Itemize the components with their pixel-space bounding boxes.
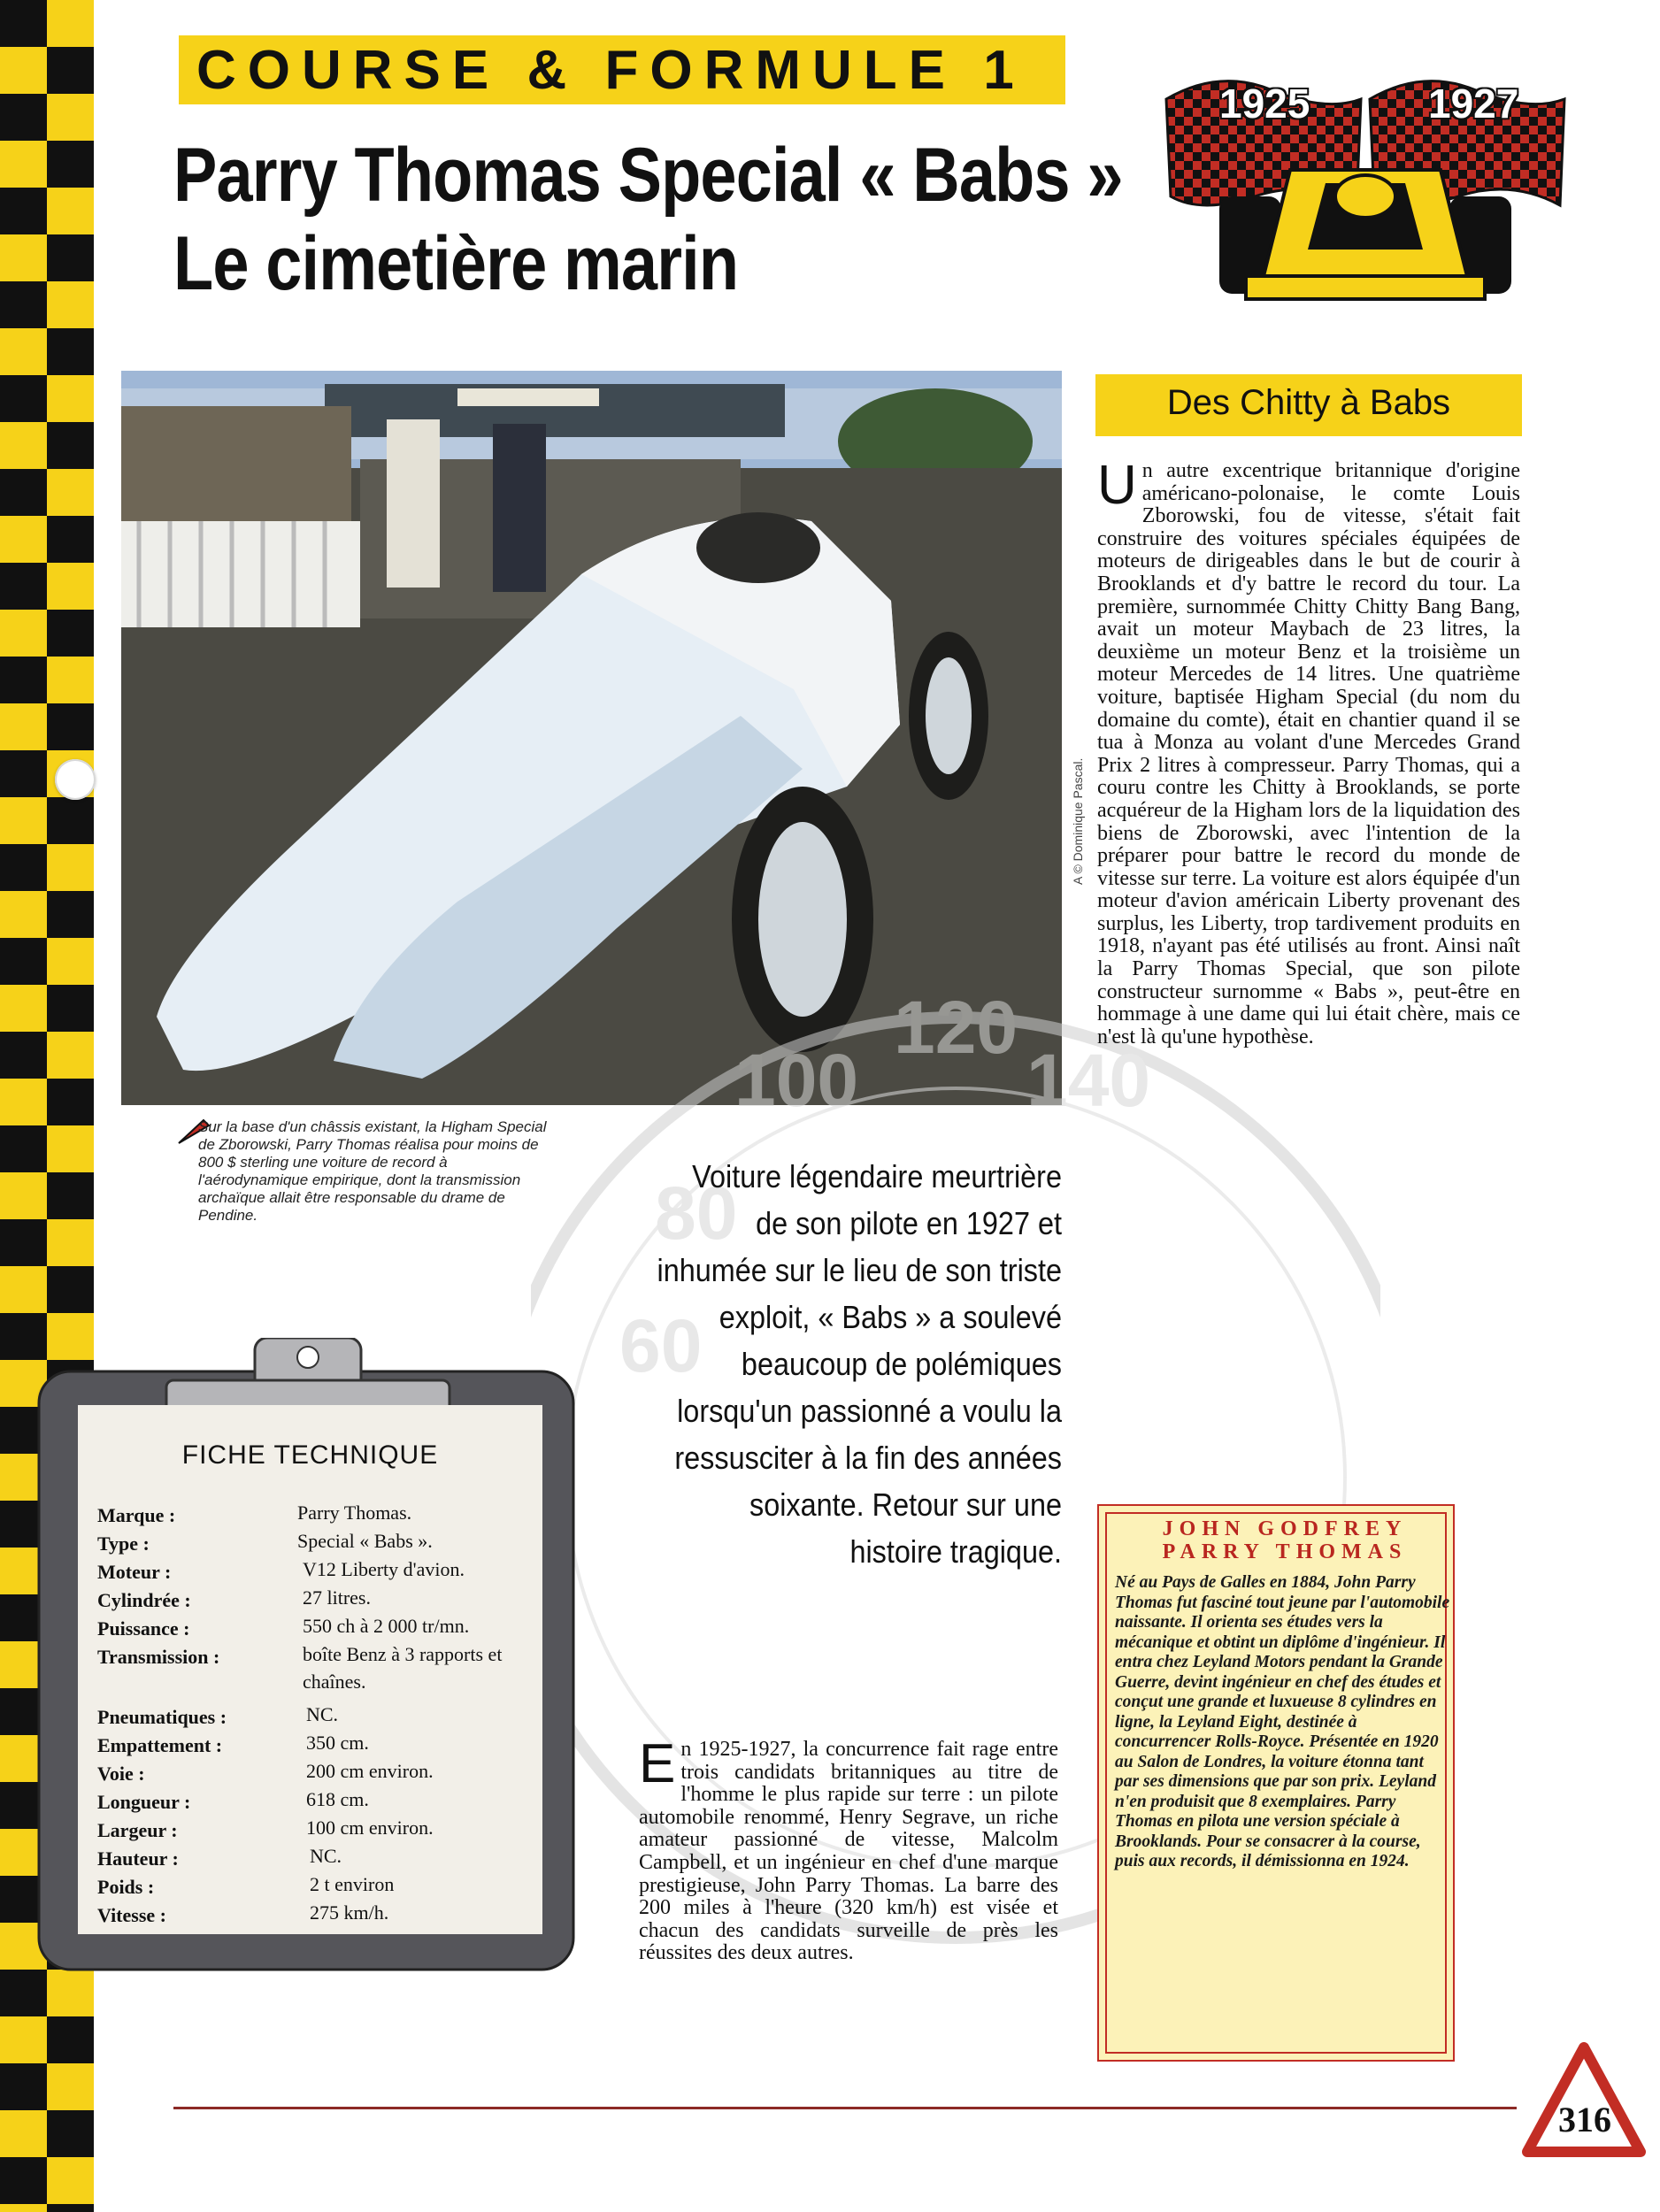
spec-value: 275 km/h. <box>310 1901 389 1924</box>
spec-value: NC. <box>310 1845 342 1867</box>
spec-label: Marque : <box>97 1504 176 1526</box>
photo-caption: Sur la base d'un châssis existant, la Higham Special de Zborowski, Parry Thomas réalisa pour moins de 800 $ sterling une voiture de record à l'aérodynamique empirique, dont la transmission archaïque allait être responsable du drame de Pendine. <box>198 1118 547 1224</box>
dropcap: E <box>639 1733 676 1794</box>
logo-year-end: 1927 <box>1428 81 1519 127</box>
spec-value: V12 Liberty d'avion. <box>303 1558 465 1580</box>
spec-label: Cylindrée : <box>97 1589 191 1611</box>
svg-text:140: 140 <box>1026 1039 1151 1122</box>
photo-credit: A © Dominique Pascal. <box>1071 757 1085 885</box>
spec-label: Empattement : <box>97 1734 223 1756</box>
svg-text:60: 60 <box>619 1304 703 1387</box>
binder-hole <box>55 759 96 800</box>
biography-text: Né au Pays de Galles en 1884, John Parry Thomas fut fasciné tout jeune par l'automobile naissante. Il orienta ses études vers la mécanique et obtint un diplôme d'ingénieur. Il entra chez Leyland Motors pendant la Grande Guerre, devint ingénieur en chef des études et conçut une grande et luxueuse 8 cylindres en ligne, la Leyland Eight, destinée à concurrencer Rolls-Royce. Présentée en 1920 au Salon de Londres, la voiture étonna tant par ses dimensions que par son prix. Leyland n'en produisit que 8 exemplaires. Parry Thomas en pilota une version spéciale à Brooklands. Pour se consacrer à la course, puis aux records, il démissionna en 1924. <box>1115 1573 1450 1870</box>
page-number: 316 <box>1558 2100 1611 2139</box>
spec-value: 200 cm environ. <box>306 1760 434 1782</box>
intro-article-body <box>639 1733 1058 1965</box>
spec-label: Largeur : <box>97 1819 178 1841</box>
spec-label: Pneumatiques : <box>97 1706 227 1728</box>
spec-value: 350 cm. <box>306 1732 369 1754</box>
svg-text:100: 100 <box>734 1039 859 1122</box>
svg-text:120: 120 <box>894 1000 1018 1069</box>
title-line: Parry Thomas Special « Babs » <box>173 133 1123 218</box>
spec-label: Moteur : <box>97 1561 172 1583</box>
fiche-title: FICHE TECHNIQUE <box>181 1440 439 1470</box>
spec-value: 2 t environ <box>310 1873 395 1895</box>
side-article-body <box>1097 455 1520 1048</box>
biography-title-line: PARRY THOMAS <box>1162 1540 1408 1563</box>
footer-rule <box>173 2107 1517 2109</box>
spec-label: Vitesse : <box>97 1904 166 1926</box>
spec-value: 550 ch à 2 000 tr/mn. <box>303 1615 470 1637</box>
dropcap: U <box>1097 455 1137 516</box>
spec-label: Transmission : <box>97 1646 220 1668</box>
logo-year-start: 1925 <box>1219 81 1310 127</box>
biography-title <box>1108 1517 1462 1563</box>
article-title <box>173 131 1123 308</box>
spec-label: Longueur : <box>97 1791 191 1813</box>
spec-value: boîte Benz à 3 rapports et chaînes. <box>303 1643 503 1693</box>
subtitle-line: Le cimetière marin <box>173 221 739 306</box>
spec-value: Parry Thomas. <box>297 1502 412 1524</box>
side-heading: Des Chitty à Babs <box>1166 383 1451 422</box>
spec-value: Special « Babs ». <box>297 1530 433 1552</box>
spec-value: 27 litres. <box>303 1586 371 1609</box>
biography-title-line: JOHN GODFREY <box>1162 1517 1408 1540</box>
spec-value: 618 cm. <box>306 1788 369 1810</box>
side-article-text: n autre excentrique britannique d'origine américano-polonaise, le comte Louis Zborowski, fou de vitesse, s'était fait construire des voitures spéciales équipées de moteurs de dirigeables dans le but de courir à Brooklands et d'y battre le record du tour. La première, surnommée Chitty Chitty Bang Bang, avait un moteur Maybach de 23 litres, la deuxième un moteur Benz et la troisième un moteur Mercedes de 14 litres. Une quatrième voiture, baptisée Higham Special (du nom du domaine du comte), était en chantier quand il se tua à Monza au volant d'une Mercedes Grand Prix 2 litres à compresseur. Parry Thomas, qui a couru contre les Chitty à Brooklands, se porte acquéreur de la Higham lors de la liquidation des biens de Zborowski, avec l'intention de la préparer pour battre le record du monde de vitesse sur terre. La voiture est alors équipée d'un moteur d'avion américain Liberty provenant des surplus, les Liberty, trop tardivement produits en 1918, n'ayant pas été utilisés au front. Ainsi naît la Parry Thomas Special, que son pilote constructeur surnomme « Babs », peut-être en hommage à une dame qui lui était chère, mais ce n'est là qu'une hypothèse. <box>1097 459 1520 1048</box>
spec-value: 100 cm environ. <box>306 1816 434 1839</box>
series-title: COURSE & FORMULE 1 <box>196 40 1026 101</box>
spec-label: Type : <box>97 1532 150 1555</box>
spec-label: Voie : <box>97 1763 145 1785</box>
white-race-car-photo <box>121 371 1062 1105</box>
intro-article-text: n 1925-1927, la concurrence fait rage entre trois candidats britanniques au titre de l'homme le plus rapide sur terre : un pilote automobile renommé, Henry Segrave, un riche amateur passionné de vitesse, Malcolm Campbell, et un ingénieur en chef d'une marque prestigieuse, John Parry Thomas. La barre des 200 miles à l'heure (320 km/h) est visée et chacun des candidats surveille de près les réussites des deux autres. <box>639 1738 1058 1965</box>
lead-paragraph: Voiture légendaire meurtrière de son pilote en 1927 et inhumée sur le lieu de son triste exploit, « Babs » a soulevé beaucoup de polémiques lorsqu'un passionné a voulu la ressusciter à la fin des années soixante. Retour sur une histoire tragique. <box>657 1158 1062 1570</box>
spec-label: Puissance : <box>97 1617 190 1640</box>
svg-text:80: 80 <box>655 1171 738 1255</box>
spec-label: Hauteur : <box>97 1847 179 1870</box>
spec-label: Poids : <box>97 1876 155 1898</box>
spec-value: NC. <box>306 1703 339 1725</box>
